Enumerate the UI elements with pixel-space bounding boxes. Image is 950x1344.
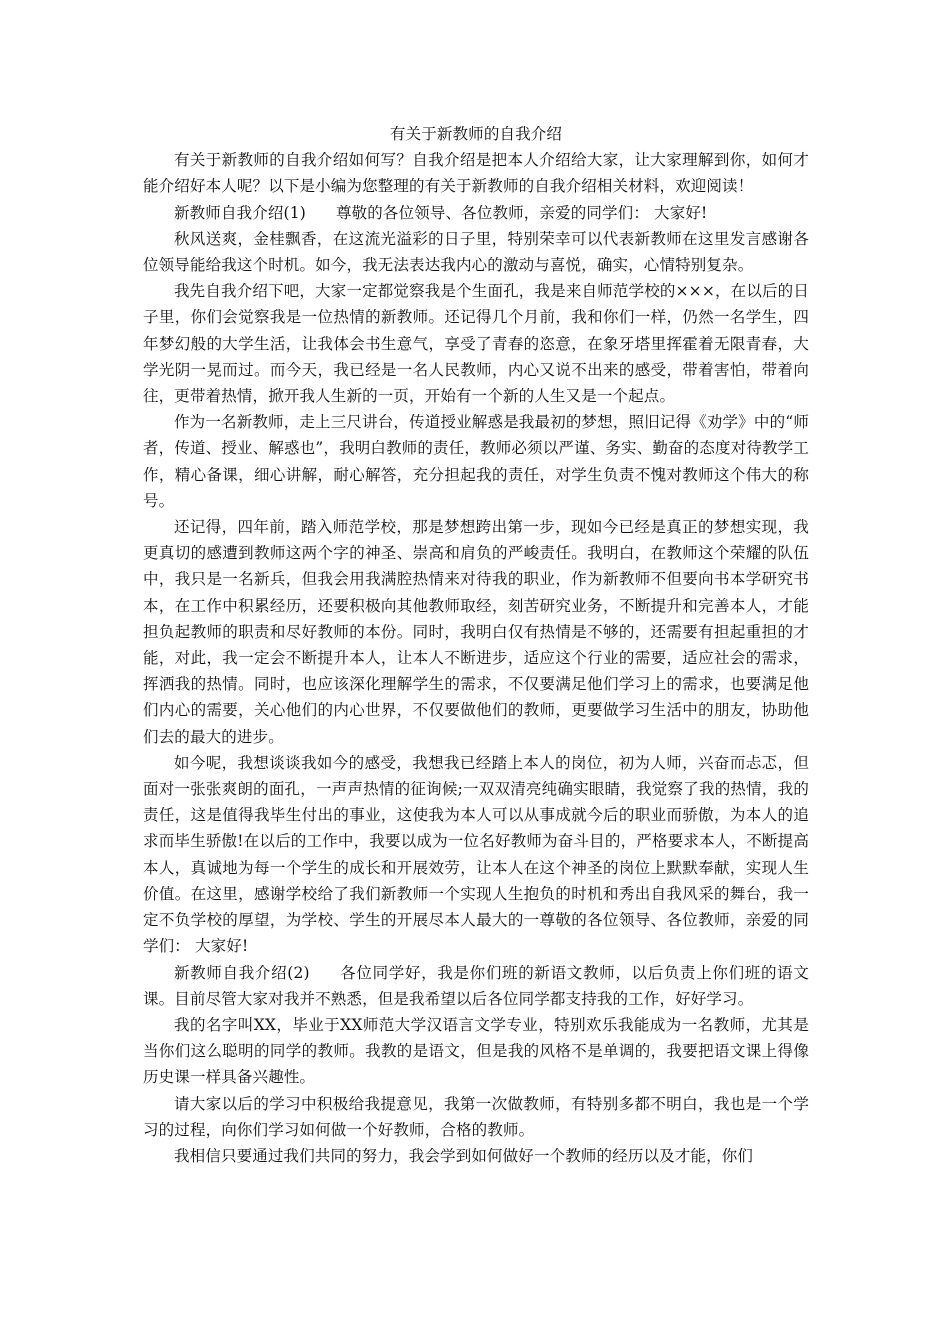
section2-paragraph-1: 我的名字叫XX，毕业于XX师范大学汉语言文学专业，特别欢乐我能成为一名教师，尤其是当你们这么聪明的同学的教师。我教的是语文，但是我的风格不是单调的，我要把语文课上得像历史课一样具备兴趣性。 bbox=[143, 1015, 809, 1087]
section2-opening bbox=[143, 960, 809, 1012]
document-title: 有关于新教师的自我介绍 bbox=[389, 125, 563, 143]
section1-heading: 新教师自我介绍(1) bbox=[174, 203, 306, 222]
section1-greeting: 尊敬的各位领导、各位教师，亲爱的同学们： 大家好! bbox=[335, 203, 708, 222]
section2-heading: 新教师自我介绍(2) bbox=[174, 963, 310, 982]
section1-paragraph-5: 如今呢，我想谈谈我如今的感受，我想我已经踏上本人的岗位，初为人师，兴奋而忐忑，但面对一张张爽朗的面孔，一声声热情的征询候;一双双清亮纯确实眼睛，我觉察了我的热情，我的责任，这是值得我毕生付出的事业，这使我为本人可以从事成就今后的职业而骄傲，为本人的追求而毕生骄傲!在以后的工作中，我要以成为一位名好教师为奋斗目的，严格要求本人，不断提高本人，真诚地为每一个学生的成长和开展效劳，让本人在这个神圣的岗位上默默奉献，实现人生价值。在这里，感谢学校给了我们新教师一个实现人生抱负的时机和秀出自我风采的舞台，我一定不负学校的厚望，为学校、学生的开展尽本人最大的一尊敬的各位领导、各位教师，亲爱的同学们： 大家好! bbox=[143, 753, 809, 956]
section1-paragraph-4: 还记得，四年前，踏入师范学校，那是梦想跨出第一步，现如今已经是真正的梦想实现，我更真切的感遭到教师这两个字的神圣、崇高和肩负的严峻责任。我明白，在教师这个荣耀的队伍中，我只是一名新兵，但我会用我满腔热情来对待我的职业，作为新教师不但要向书本学研究书本，在工作中积累经历，还要积极向其他教师取经，刻苦研究业务，不断提升和完善本人，才能担负起教师的职责和尽好教师的本份。同时，我明白仅有热情是不够的，还需要有担起重担的才能，对此，我一定会不断提升本人，让本人不断进步，适应这个行业的需要，适应社会的需求，挥洒我的热情。同时，也应该深化理解学生的需求，不仅要满足他们学习上的需求，也要满足他们内心的需要，关心他们的内心世界，不仅要做他们的教师，更要做学习生活中的朋友，协助他们去的最大的进步。 bbox=[143, 518, 809, 746]
section1-paragraph-3: 作为一名新教师，走上三尺讲台，传道授业解惑是我最初的梦想，照旧记得《劝学》中的“师者，传道、授业、解惑也”，我明白教师的责任，教师必须以严谨、务实、勤奋的态度对待教学工作，精心备课，细心讲解，耐心解答，充分担起我的责任，对学生负责不愧对教师这个伟大的称号。 bbox=[143, 413, 809, 510]
section2-paragraph-3: 我相信只要通过我们共同的努力，我会学到如何做好一个教师的经历以及才能，你们 bbox=[174, 1146, 754, 1165]
section1-paragraph-1: 秋风送爽，金桂飘香，在这流光溢彩的日子里，特别荣幸可以代表新教师在这里发言感谢各位领导能给我这个时机。如今，我无法表达我内心的激动与喜悦，确实，心情特别复杂。 bbox=[143, 229, 809, 275]
section1-opening bbox=[143, 200, 809, 226]
document-body bbox=[143, 121, 809, 1169]
intro-paragraph: 有关于新教师的自我介绍如何写？自我介绍是把本人介绍给大家，让大家理解到你，如何才能介绍好本人呢？以下是小编为您整理的有关于新教师的自我介绍相关材料，欢迎阅读！ bbox=[143, 151, 809, 196]
section2-paragraph-2: 请大家以后的学习中积极给我提意见，我第一次做教师，有特别多都不明白，我也是一个学习的过程，向你们学习如何做一个好教师，合格的教师。 bbox=[143, 1094, 809, 1139]
section1-paragraph-2: 我先自我介绍下吧，大家一定都觉察我是个生面孔，我是来自师范学校的×××，在以后的日子里，你们会觉察我是一位热情的新教师。还记得几个月前，我和你们一样，仍然一名学生，四年梦幻般的大学生活，让我体会书生意气，享受了青春的恣意，在象牙塔里挥霍着无限青春，大学光阴一晃而过。而今天，我已经是一名人民教师，内心又说不出来的感受，带着害怕，带着向往，更带着热情，掀开我人生新的一页，开始有一个新的人生又是一个起点。 bbox=[143, 282, 809, 406]
section2-greeting: 各位同学好，我是你们班的新语文教师，以后负责上你们班的语文课。目前尽管大家对我并不熟悉，但是我希望以后各位同学都支持我的工作，好好学习。 bbox=[143, 963, 809, 1008]
